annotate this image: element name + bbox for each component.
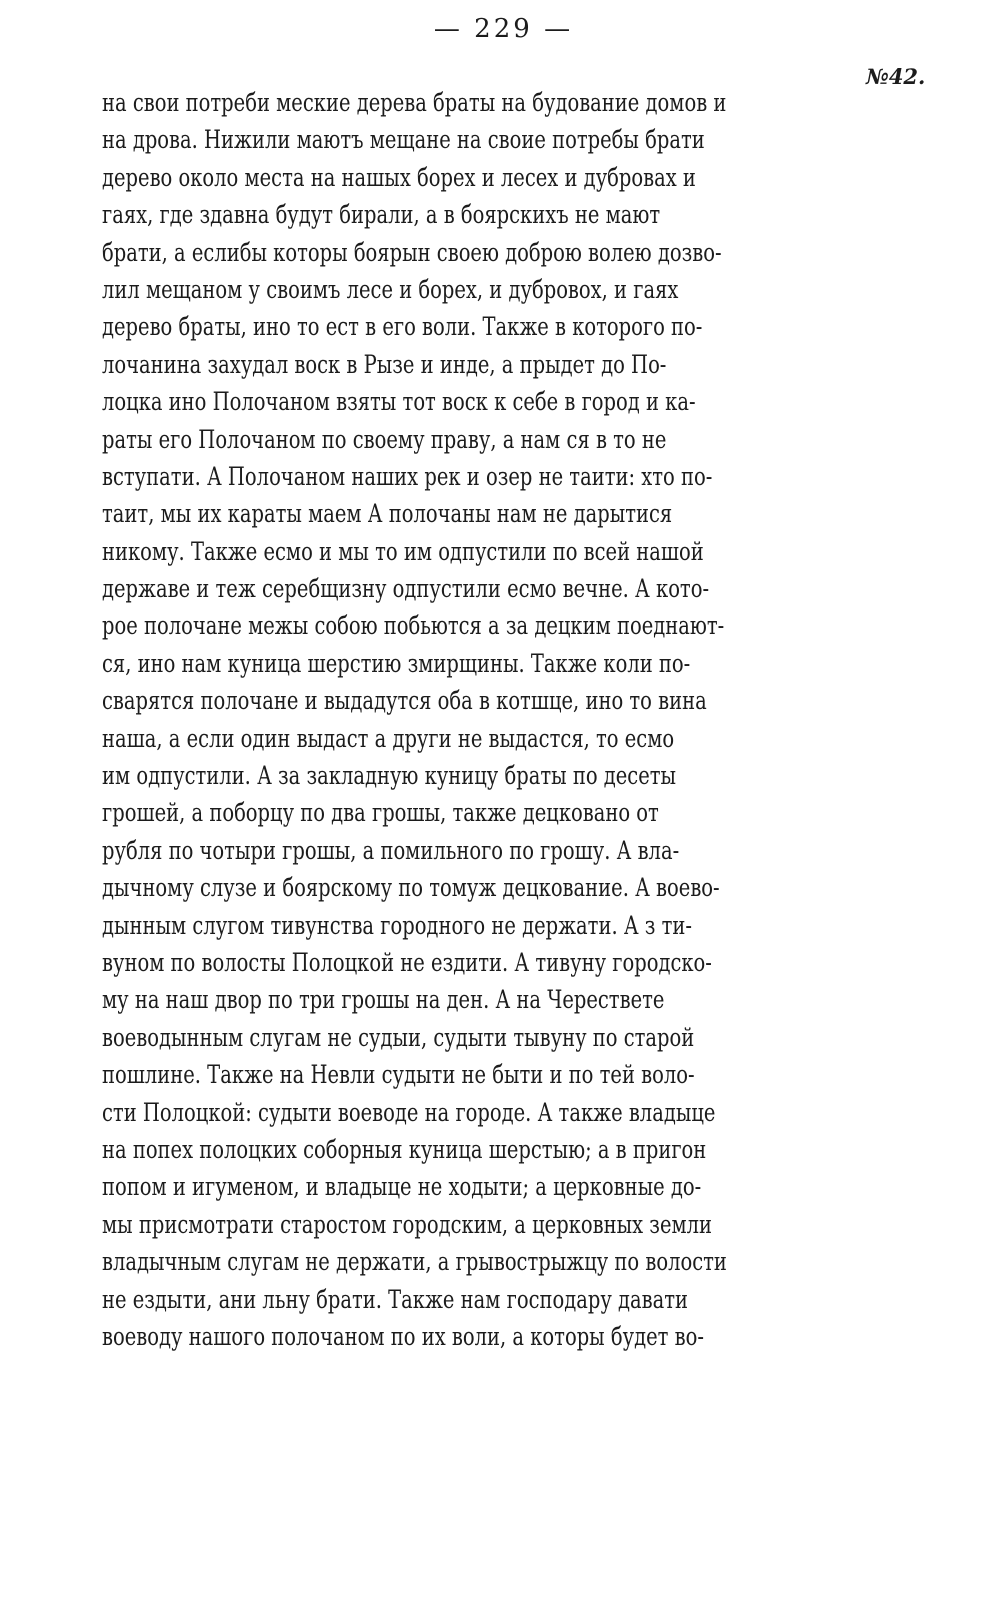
text-line: сварятся полочане и выдадутся оба в котшце, ино то вина [102,686,707,716]
text-line: державе и теж серебщизну одпустили есмо вечне. А кото- [102,574,710,604]
text-line: лоцка ино Полочаном взяты тот воск к себе в город и ка- [102,387,696,417]
page-number: — 229 — [433,14,574,44]
text-line: вуном по волосты Полоцкой не ездити. А тивуну городско- [102,947,712,977]
text-line: гаях, где здавна будут бирали, а в боярскихъ не мают [102,200,661,230]
text-line: дынным слугом тивунства городного не держати. А з ти- [102,910,693,940]
body-text [102,84,902,1355]
text-line: лочанина захудал воск в Рызе и инде, а прыдет до По- [102,349,667,379]
text-line: дерево браты, ино то ест в его воли. Также в которого по- [102,312,703,342]
text-line: брати, а еслибы которы боярын своею доброю волею дозво- [102,237,722,267]
text-line: воеводу нашого полочаном по их воли, а которы будет во- [102,1321,704,1351]
text-line: пошлине. Также на Невли судыти не быти и по тей воло- [102,1060,695,1090]
text-line: ся, ино нам куница шерстию змирщины. Также коли по- [102,648,691,678]
text-line: владычным слугам не держати, а грывострыжцу по волости [102,1247,727,1277]
text-line: не ездыти, ани льну брати. Также нам господару давати [102,1284,689,1314]
text-line: мы присмотрати старостом городским, а церковных земли [102,1209,713,1239]
text-line: раты его Полочаном по своему праву, а нам ся в то не [102,424,667,454]
text-line: рое полочане межы собою побьются а за децким поеднают- [102,611,725,641]
document-number: №42. [866,64,926,89]
text-line: грошей, а поборцу по два грошы, также децковано от [102,798,659,828]
text-line: вступати. А Полочаном наших рек и озер не таити: хто по- [102,461,713,491]
text-line: таит, мы их караты маем А полочаны нам не дарытися [102,499,673,529]
text-line: дерево около места на нашых борех и лесех и дубровах и [102,162,696,192]
text-line: лил мещаном у своимъ лесе и борех, и дубровох, и гаях [102,274,679,304]
text-line: наша, а если один выдаст а други не выдастся, то есмо [102,723,675,753]
text-line: на дрова. Нижили маютъ мещане на своие потребы брати [102,125,705,155]
text-line: попом и игуменом, и владыце не ходыти; а церковные до- [102,1172,702,1202]
text-line: на свои потреби меские дерева браты на будование домов и [102,88,727,117]
text-line: на попех полоцких соборныя куница шерстыю; а в пригон [102,1134,707,1164]
text-line: сти Полоцкой: судыти воеводе на городе. А также владыце [102,1097,716,1127]
text-line: дычному слузе и боярскому по томуж децкование. А воево- [102,873,720,903]
text-line: воеводынным слугам не судыи, судыти тывуну по старой [102,1022,695,1052]
text-line: му на наш двор по три грошы на ден. А на Черествете [102,985,665,1015]
text-line: никому. Также есмо и мы то им одпустили по всей нашой [102,536,704,566]
text-line: им одпустили. А за закладную куницу браты по десеты [102,761,677,791]
text-line: рубля по чотыри грошы, а помильного по грошу. А вла- [102,835,680,865]
